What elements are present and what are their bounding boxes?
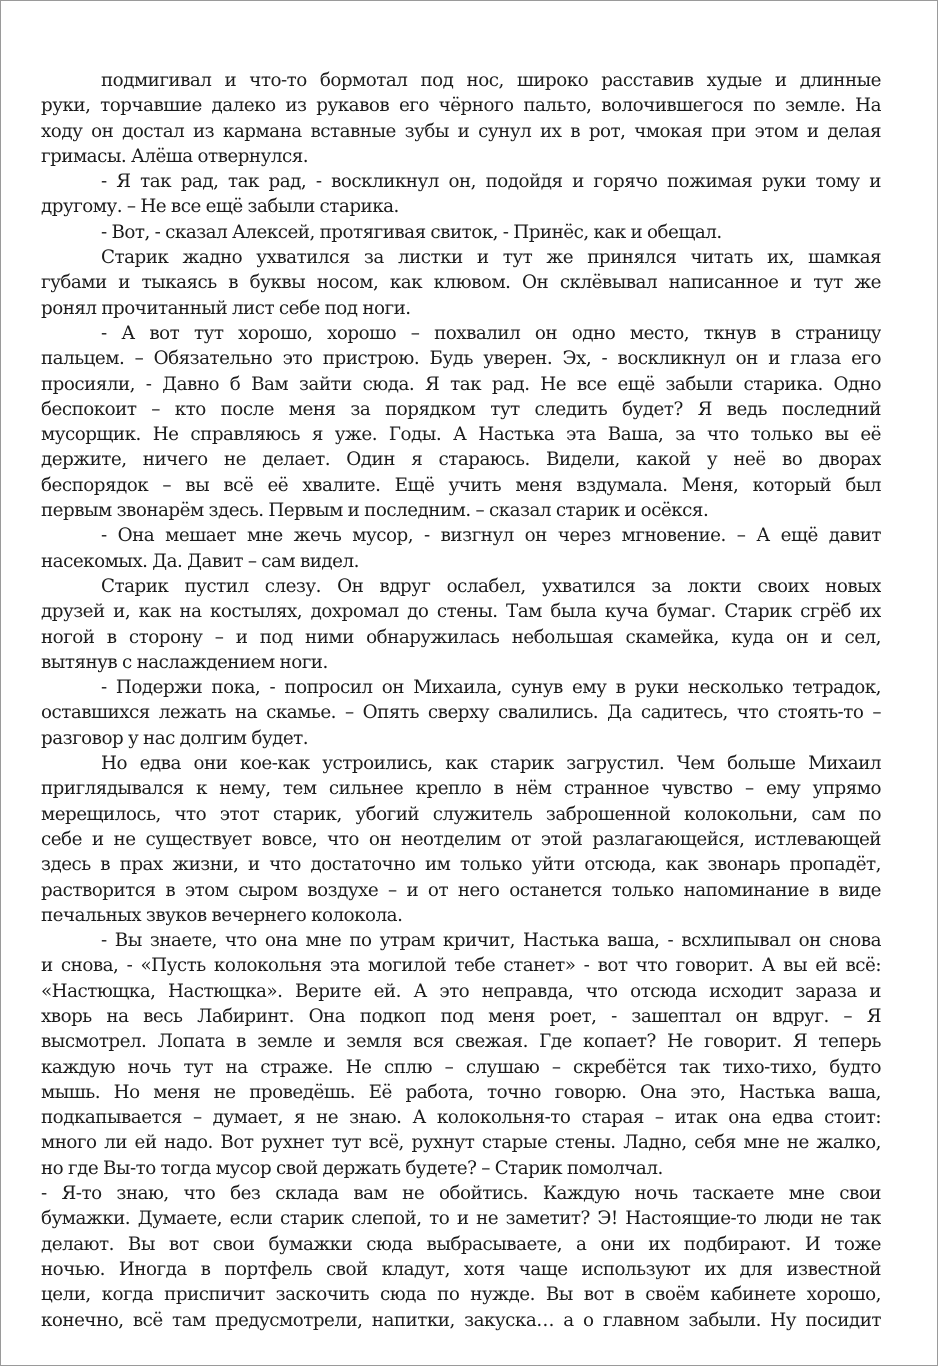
- text-line: себе и не существует вовсе, что он неотделим от этой разлагающейся, истлевающей: [41, 828, 881, 850]
- text-line: высмотрел. Лопата в земле и земля вся свежая. Где копает? Не говорит. Я теперь: [41, 1031, 881, 1053]
- text-line: друзей и, как на костылях, дохромал до стены. Там была куча бумаг. Старик сгрёб их: [41, 601, 881, 623]
- paragraph: [41, 523, 881, 574]
- paragraph: [41, 321, 881, 523]
- text-line: мусорщик. Не справляюсь я уже. Годы. А Настька эта Ваша, за что только вы её: [41, 424, 881, 446]
- paragraph: [41, 68, 881, 169]
- text-line: ногой в сторону – и под ними обнаружилась небольшая скамейка, куда он и сел,: [41, 626, 881, 648]
- text-line: Старик жадно ухватился за листки и тут же принялся читать их, шамкая: [101, 247, 881, 269]
- text-line: и снова, - «Пусть колокольня эта могилой тебе станет» - вот что говорит. А вы ей всё:: [41, 955, 881, 977]
- text-line: губами и тыкаясь в буквы носом, как клювом. Он склёвывал написанное и тут же: [41, 272, 881, 294]
- text-line: приглядывался к нему, тем сильнее крепло в нём странное чувство – ему упрямо: [41, 778, 881, 800]
- text-line: насекомых. Да. Давит – сам видел.: [41, 550, 359, 572]
- text-line: хворь на весь Лабиринт. Она подкоп под меня роет, - зашептал он вдруг. – Я: [41, 1005, 881, 1027]
- text-line: подмигивал и что-то бормотал под нос, широко расставив худые и длинные: [101, 70, 881, 91]
- text-line: бумажки. Думаете, если старик слепой, то и не заметит? Э! Настоящие-то люди не так: [41, 1208, 881, 1230]
- body-text: [41, 68, 881, 1333]
- paragraph: [41, 1181, 881, 1333]
- text-line: - Я так рад, так рад, - воскликнул он, подойдя и горячо пожимая руки тому и: [101, 171, 881, 193]
- text-line: ночью. Иногда в портфель свой кладут, хотя чаще используют их для известной: [41, 1258, 881, 1280]
- text-line: руки, торчавшие далеко из рукавов его чёрного пальто, волочившегося по земле. На: [41, 95, 881, 117]
- text-line: каждую ночь тут на страже. Не сплю – слушаю – скребётся так тихо-тихо, будто: [41, 1056, 881, 1078]
- text-line: мышь. Но меня не проведёшь. Её работа, точно говорю. Она это, Настька ваша,: [41, 1081, 881, 1103]
- text-line: - А вот тут хорошо, хорошо – похвалил он одно место, ткнув в страницу: [101, 322, 881, 344]
- text-line: - Подержи пока, - попросил он Михаила, сунув ему в руки несколько тетрадок,: [101, 677, 881, 699]
- text-line: подкапывается – думает, я не знаю. А колокольня-то старая – итак она едва стоит:: [41, 1107, 881, 1129]
- text-line: мерещилось, что этот старик, убогий служитель заброшенной колокольни, сам по: [41, 803, 881, 825]
- text-line: - Вы знаете, что она мне по утрам кричит, Настька ваша, - всхлипывал он снова: [101, 930, 881, 952]
- text-line: печальных звуков вечернего колокола.: [41, 904, 403, 926]
- text-line: оставшихся лежать на скамье. – Опять сверху свалились. Да садитесь, что стоять-то –: [41, 702, 881, 724]
- paragraph: [41, 574, 881, 675]
- text-line: просияли, - Давно б Вам зайти сюда. Я так рад. Не все ещё забыли старика. Одно: [41, 373, 881, 395]
- text-line: - Она мешает мне жечь мусор, - визгнул он через мгновение. – А ещё давит: [101, 525, 881, 547]
- paragraph: [41, 220, 881, 245]
- paragraph: [41, 928, 881, 1181]
- text-line: гримасы. Алёша отвернулся.: [41, 145, 309, 167]
- text-line: другому. – Не все ещё забыли старика.: [41, 196, 399, 218]
- text-line: держите, ничего не делает. Один я стараюсь. Видели, какой у неё во дворах: [41, 449, 881, 471]
- paragraph: [41, 675, 881, 751]
- text-line: первым звонарём здесь. Первым и последним. – сказал старик и осёкся.: [41, 500, 709, 522]
- text-line: - Я-то знаю, что без склада вам не обойтись. Каждую ночь таскаете мне свои: [41, 1183, 881, 1205]
- text-line: делают. Вы вот свои бумажки сюда выбрасываете, а они их подбирают. И тоже: [41, 1233, 881, 1255]
- text-line: здесь в прах жизни, и что достаточно им только уйти отсюда, как звонарь пропадёт,: [41, 854, 881, 876]
- text-line: «Настющка, Настющка». Верите ей. А это неправда, что отсюда исходит зараза и: [41, 980, 881, 1002]
- text-line: - Вот, - сказал Алексей, протягивая свиток, - Принёс, как и обещал.: [101, 221, 722, 243]
- text-line: растворится в этом сыром воздухе – и от него останется только напоминание в виде: [41, 879, 881, 901]
- text-line: Старик пустил слезу. Он вдруг ослабел, ухватился за локти своих новых: [101, 575, 881, 597]
- paragraph: [41, 169, 881, 220]
- text-line: беспорядок – вы всё её хвалите. Ещё учить меня вздумала. Меня, который был: [41, 474, 881, 496]
- text-line: пальцем. – Обязательно это пристрою. Будь уверен. Эх, - воскликнул он и глаза его: [41, 348, 881, 370]
- text-line: много ли ей надо. Вот рухнет тут всё, рухнут старые стены. Ладно, себя мне не жалко,: [41, 1132, 881, 1154]
- paragraph: [41, 751, 881, 928]
- paragraph: [41, 245, 881, 321]
- text-line: но где Вы-то тогда мусор свой держать будете? – Старик помолчал.: [41, 1157, 663, 1179]
- text-line: разговор у нас долгим будет.: [41, 727, 309, 749]
- text-line: ронял прочитанный лист себе под ноги.: [41, 297, 411, 319]
- text-line: ходу он достал из кармана вставные зубы и сунул их в рот, чмокая при этом и делая: [41, 120, 881, 142]
- text-line: беспокоит – кто после меня за порядком тут следить будет? Я ведь последний: [41, 398, 881, 420]
- text-line: цели, когда приспичит заскочить сюда по нужде. Вы вот в своём кабинете хорошо,: [41, 1284, 881, 1306]
- text-line: конечно, всё там предусмотрели, напитки, закуска… а о главном забыли. Ну посидит: [41, 1309, 881, 1331]
- text-line: Но едва они кое-как устроились, как старик загрустил. Чем больше Михаил: [101, 753, 881, 775]
- text-line: вытянув с наслаждением ноги.: [41, 651, 328, 673]
